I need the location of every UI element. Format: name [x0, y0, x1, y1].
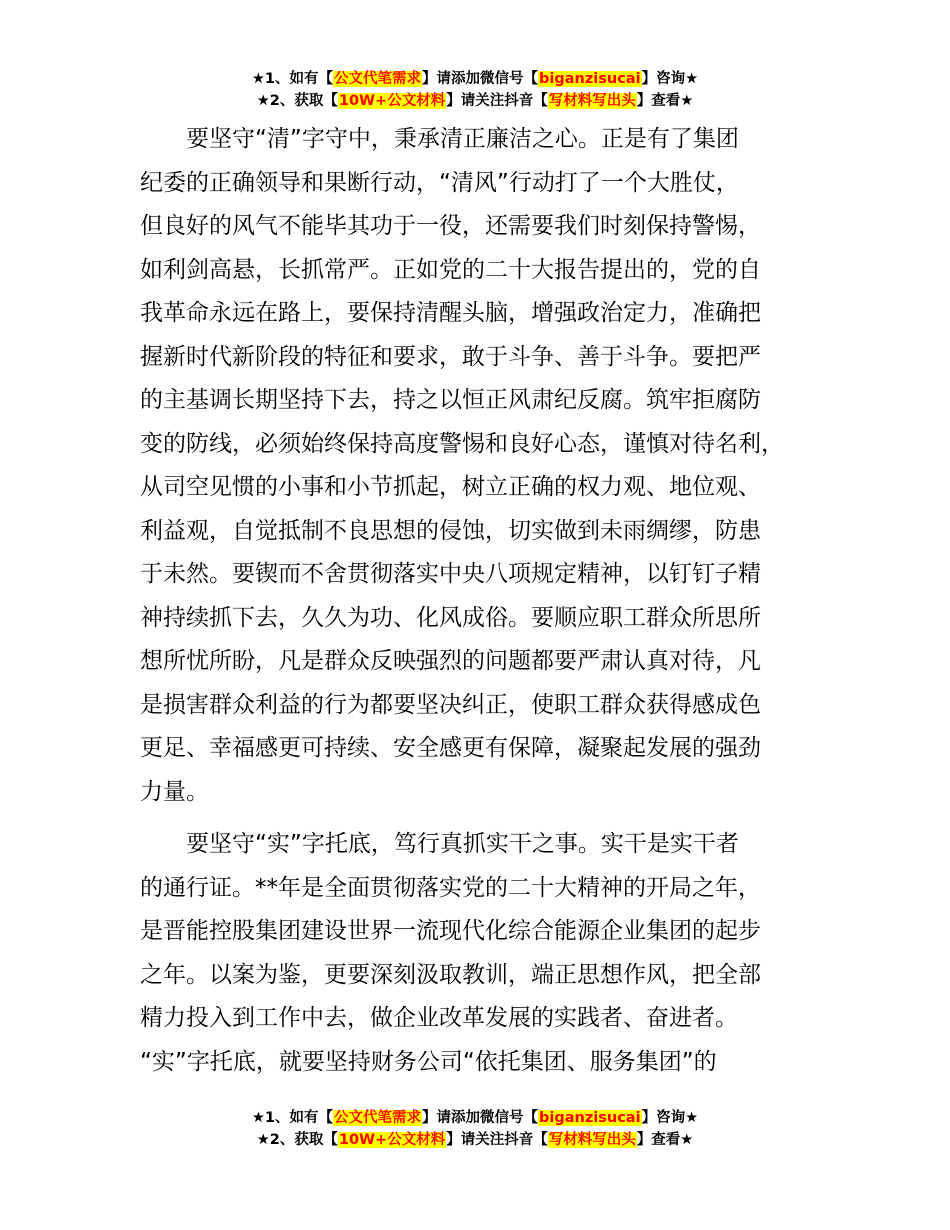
text-line: 变的防线，必须始终保持高度警惕和良好心态，谨慎对待名利， — [140, 430, 784, 457]
text-line: 要坚守“清”字守中，秉承清正廉洁之心。正是有了集团 — [140, 126, 739, 152]
highlight-materials: 10W+公文材料 — [338, 93, 446, 109]
text-line: 纪委的正确领导和果断行动，“清风”行动打了一个大胜仗， — [140, 169, 739, 196]
banner-line-2: ★2、获取【10W+公文材料】请关注抖音【写材料写出头】查看★ — [256, 93, 694, 109]
text-line: 握新时代新阶段的特征和要求，敢于斗争、善于斗争。要把严 — [140, 343, 761, 370]
text-line: 但良好的风气不能毕其功于一役，还需要我们时刻保持警惕， — [140, 213, 761, 239]
text-line: 是晋能控股集团建设世界一流现代化综合能源企业集团的起步 — [140, 918, 761, 944]
banner-line-1: ★1、如有【公文代笔需求】请添加微信号【biganzisucai】咨询★ — [251, 71, 699, 87]
text-line: 精力投入到工作中去，做企业改革发展的实践者、奋进者。 — [140, 1005, 738, 1031]
highlight-ghostwriting: 公文代笔需求 — [334, 71, 422, 87]
text-line: 的通行证。**年是全面贯彻落实党的二十大精神的开局之年， — [140, 874, 761, 901]
text-line: 如利剑高悬，长抓常严。正如党的二十大报告提出的，党的自 — [140, 256, 761, 283]
text-line: 神持续抓下去，久久为功、化风成俗。要顺应职工群众所思所 — [140, 604, 761, 631]
banner-line-2: ★2、获取【10W+公文材料】请关注抖音【写材料写出头】查看★ — [256, 1132, 694, 1148]
text-line: 的主基调长期坚持下去，持之以恒正风肃纪反腐。筑牢拒腐防 — [140, 387, 761, 413]
text-line: “实”字托底，就要坚持财务公司“依托集团、服务集团”的 — [140, 1048, 717, 1075]
highlight-wechat-id: biganzisucai — [539, 71, 641, 87]
text-line: 想所忧所盼，凡是群众反映强烈的问题都要严肃认真对待，凡 — [140, 648, 761, 674]
highlight-douyin-account: 写材料写出头 — [548, 1132, 636, 1148]
paragraph-shi — [140, 823, 830, 1084]
text-line: 要坚守“实”字托底，笃行真抓实干之事。实干是实干者 — [140, 831, 739, 857]
highlight-ghostwriting: 公文代笔需求 — [334, 1110, 422, 1126]
text-line: 我革命永远在路上，要保持清醒头脑，增强政治定力，准确把 — [140, 300, 761, 326]
highlight-materials: 10W+公文材料 — [338, 1132, 446, 1148]
highlight-wechat-id: biganzisucai — [539, 1110, 641, 1126]
document-body — [140, 118, 830, 1084]
paragraph-spacer — [140, 814, 830, 823]
text-line: 从司空见惯的小事和小节抓起，树立正确的权力观、地位观、 — [140, 474, 761, 500]
text-line: 之年。以案为鉴，更要深刻汲取教训，端正思想作风，把全部 — [140, 961, 761, 988]
paragraph-qing — [140, 118, 830, 814]
highlight-douyin-account: 写材料写出头 — [548, 93, 636, 109]
text-line: 力量。 — [140, 778, 209, 805]
text-line: 更足、幸福感更可持续、安全感更有保障，凝聚起发展的强劲 — [140, 735, 761, 761]
header-banner — [0, 68, 950, 112]
text-line: 于未然。要锲而不舍贯彻落实中央八项规定精神，以钉钉子精 — [140, 561, 761, 587]
text-line: 利益观，自觉抵制不良思想的侵蚀，切实做到未雨绸缪，防患 — [140, 517, 761, 544]
text-line: 是损害群众利益的行为都要坚决纠正，使职工群众获得感成色 — [140, 691, 761, 718]
footer-banner — [0, 1107, 950, 1151]
banner-line-1: ★1、如有【公文代笔需求】请添加微信号【biganzisucai】咨询★ — [251, 1110, 699, 1126]
